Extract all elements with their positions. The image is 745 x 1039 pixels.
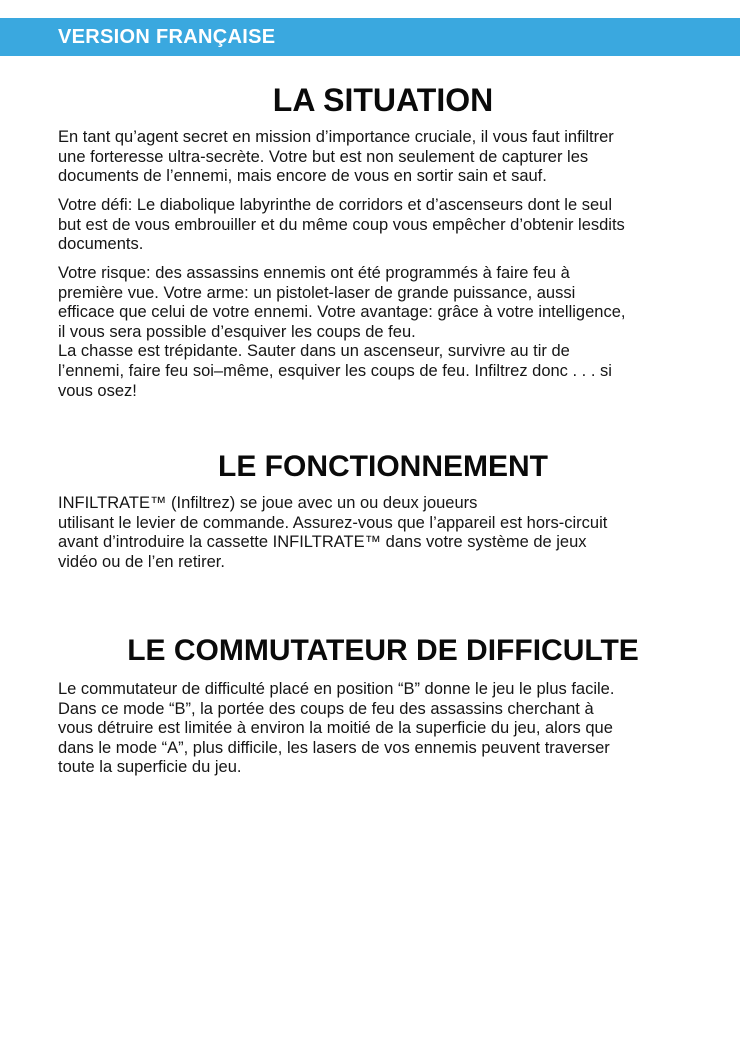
- text-line: avant d’introduire la cassette INFILTRATE™ dans votre système de jeux: [58, 533, 587, 552]
- section-title-fonctionnement: LE FONCTIONNEMENT: [218, 450, 548, 483]
- fonctionnement-paragraph: [58, 494, 708, 572]
- text-line: dans le mode “A”, plus difficile, les lasers de vos ennemis peuvent traverser: [58, 738, 610, 757]
- text-line: INFILTRATE™ (Infiltrez) se joue avec un ou deux joueurs: [58, 494, 478, 512]
- language-banner: [0, 18, 740, 56]
- situation-paragraph-1: [58, 128, 708, 187]
- text-line: l’ennemi, faire feu soi–même, esquiver les coups de feu. Infiltrez donc . . . si: [58, 361, 612, 380]
- text-line: En tant qu’agent secret en mission d’importance cruciale, il vous faut infiltrer: [58, 128, 614, 146]
- situation-paragraph-2: [58, 196, 708, 255]
- language-banner-label: VERSION FRANÇAISE: [58, 26, 276, 48]
- text-line: but est de vous embrouiller et du même coup vous empêcher d’obtenir lesdits: [58, 215, 625, 234]
- text-line: documents de l’ennemi, mais encore de vous en sortir sain et sauf.: [58, 167, 547, 186]
- text-line: Dans ce mode “B”, la portée des coups de feu des assassins cherchant à: [58, 699, 594, 718]
- text-line: efficace que celui de votre ennemi. Votre avantage: grâce à votre intelligence,: [58, 303, 626, 322]
- text-line: toute la superficie du jeu.: [58, 758, 242, 777]
- situation-paragraph-3: [58, 264, 708, 401]
- text-line: il vous sera possible d’esquiver les coups de feu.: [58, 322, 416, 341]
- text-line: une forteresse ultra-secrète. Votre but est non seulement de capturer les: [58, 147, 589, 166]
- text-line: Le commutateur de difficulté placé en position “B” donne le jeu le plus facile.: [58, 680, 615, 698]
- text-line: Votre risque: des assassins ennemis ont été programmés à faire feu à: [58, 264, 570, 282]
- commutateur-paragraph: [58, 680, 708, 778]
- section-title-situation: LA SITUATION: [272, 82, 494, 118]
- text-line: première vue. Votre arme: un pistolet-laser de grande puissance, aussi: [58, 283, 576, 302]
- text-line: vous détruire est limitée à environ la moitié de la superficie du jeu, alors que: [58, 719, 613, 738]
- text-line: vous osez!: [58, 381, 137, 400]
- section-title-commutateur: LE COMMUTATEUR DE DIFFICULTE: [127, 634, 639, 667]
- text-line: vidéo ou de l’en retirer.: [58, 552, 225, 571]
- text-line: documents.: [58, 235, 144, 254]
- text-line: utilisant le levier de commande. Assurez-vous que l’appareil est hors-circuit: [58, 513, 608, 532]
- text-line: Votre défi: Le diabolique labyrinthe de corridors et d’ascenseurs dont le seul: [58, 196, 613, 214]
- text-line: La chasse est trépidante. Sauter dans un ascenseur, survivre au tir de: [58, 342, 570, 361]
